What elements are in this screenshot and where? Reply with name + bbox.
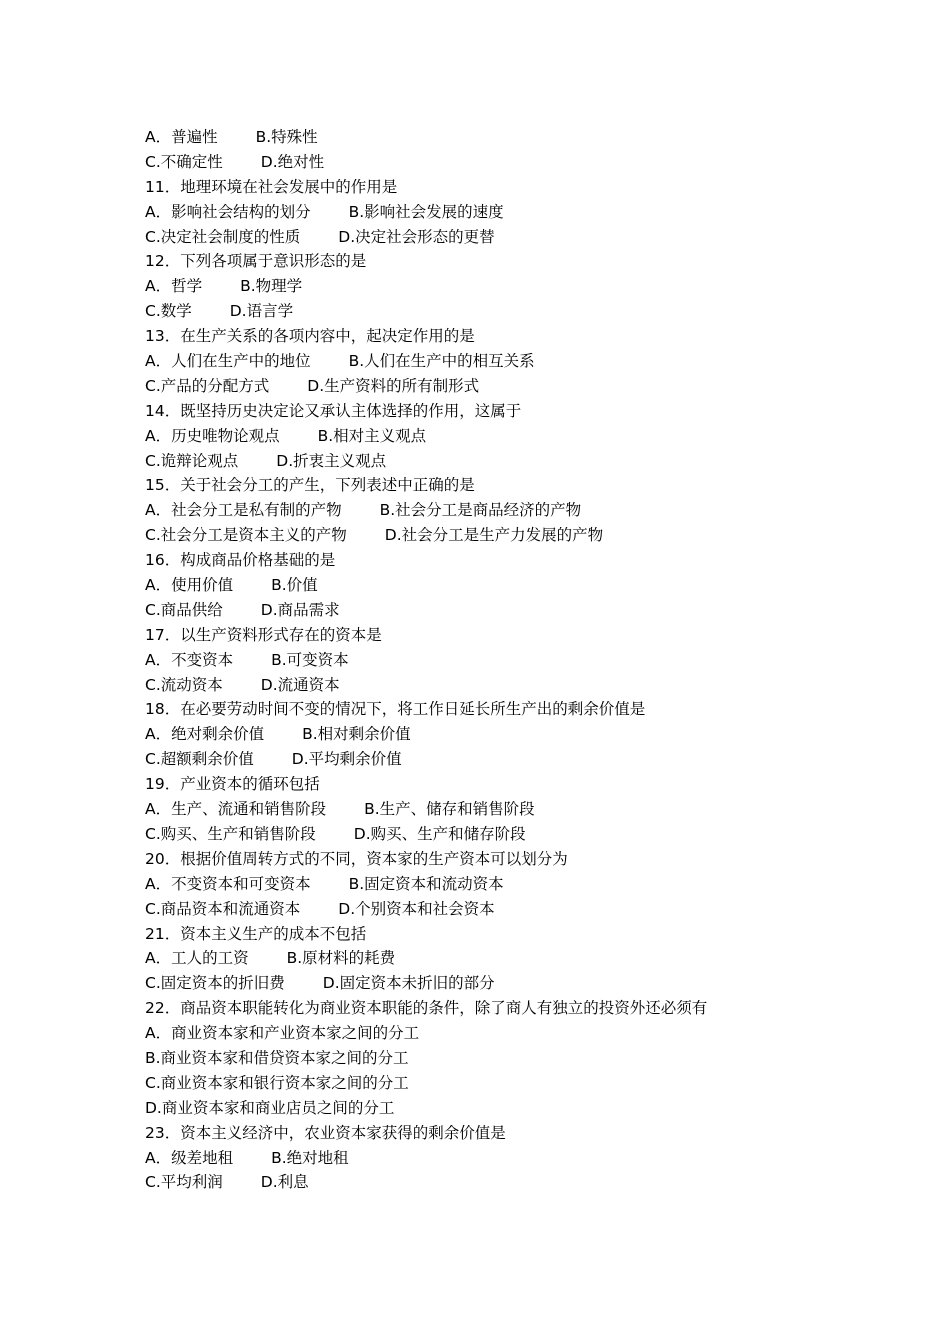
option-row (145, 150, 905, 175)
option-row (145, 1146, 905, 1171)
answer-option: C.流动资本 (145, 675, 223, 694)
answer-option: A．使用价值 (145, 576, 234, 595)
answer-option: B.社会分工是商品经济的产物 (379, 501, 582, 520)
answer-option: D.绝对性 (260, 152, 325, 171)
answer-option: A．普遍性 (145, 128, 218, 146)
option-row (145, 673, 905, 698)
option-row (145, 1096, 905, 1121)
question-q16 (145, 548, 905, 623)
question-q10 (145, 125, 905, 175)
answer-option: D.个别资本和社会资本 (338, 899, 495, 918)
question-stem: 23．资本主义经济中，农业资本家获得的剩余价值是 (145, 1123, 506, 1142)
answer-option: A．影响社会结构的划分 (145, 202, 311, 221)
question-q15 (145, 473, 905, 548)
answer-option: D.商业资本家和商业店员之间的分工 (145, 1098, 395, 1117)
question-q13 (145, 324, 905, 399)
answer-option: A．人们在生产中的地位 (145, 352, 311, 371)
answer-option: A．商业资本家和产业资本家之间的分工 (145, 1024, 420, 1043)
answer-option: A．不变资本 (145, 650, 234, 669)
option-row (145, 822, 905, 847)
option-row (145, 872, 905, 897)
answer-option: C.诡辩论观点 (145, 451, 239, 470)
answer-option: B.影响社会发展的速度 (348, 202, 504, 221)
question-q18 (145, 697, 905, 772)
answer-option: A．绝对剩余价值 (145, 725, 265, 744)
answer-option: D.利息 (260, 1173, 309, 1192)
option-row (145, 648, 905, 673)
question-stem: 19．产业资本的循环包括 (145, 775, 320, 794)
option-row (145, 274, 905, 299)
answer-option: D.生产资料的所有制形式 (307, 376, 480, 395)
answer-option: B.固定资本和流动资本 (348, 874, 504, 893)
answer-option: A．不变资本和可变资本 (145, 874, 311, 893)
answer-option: C.商品供给 (145, 600, 223, 619)
option-row (145, 1021, 905, 1046)
question-q21 (145, 922, 905, 997)
answer-option: D.商品需求 (260, 600, 340, 619)
option-row (145, 1046, 905, 1071)
question-q19 (145, 772, 905, 847)
option-row (145, 200, 905, 225)
question-q11 (145, 175, 905, 250)
answer-option: D.购买、生产和储存阶段 (353, 824, 526, 843)
option-row (145, 449, 905, 474)
option-row (145, 722, 905, 747)
answer-option: B.生产、储存和销售阶段 (364, 800, 535, 819)
answer-option: B.相对剩余价值 (302, 725, 411, 744)
question-stem: 13．在生产关系的各项内容中，起决定作用的是 (145, 327, 475, 346)
answer-option: C.超额剩余价值 (145, 750, 254, 769)
answer-option: C.购买、生产和销售阶段 (145, 824, 316, 843)
answer-option: D.决定社会形态的更替 (338, 227, 495, 246)
answer-option: A．历史唯物论观点 (145, 426, 280, 445)
answer-option: B.价值 (271, 576, 318, 595)
answer-option: B.相对主义观点 (317, 426, 427, 445)
option-row (145, 225, 905, 250)
answer-option: D.平均剩余价值 (291, 750, 402, 769)
question-stem: 11．地理环境在社会发展中的作用是 (145, 177, 398, 196)
answer-option: C.决定社会制度的性质 (145, 227, 301, 246)
answer-option: B.商业资本家和借贷资本家之间的分工 (145, 1048, 409, 1067)
question-q23 (145, 1121, 905, 1196)
question-q20 (145, 847, 905, 922)
answer-option: A．哲学 (145, 277, 203, 296)
question-q17 (145, 623, 905, 698)
option-row (145, 946, 905, 971)
answer-option: B.物理学 (240, 277, 303, 296)
answer-option: C.固定资本的折旧费 (145, 974, 285, 993)
question-stem: 15．关于社会分工的产生，下列表述中正确的是 (145, 476, 475, 495)
option-row (145, 598, 905, 623)
option-row (145, 797, 905, 822)
option-row (145, 1071, 905, 1096)
option-row (145, 374, 905, 399)
question-q14 (145, 399, 905, 474)
answer-option: B.原材料的耗费 (286, 949, 396, 968)
answer-option: C.不确定性 (145, 152, 223, 171)
option-row (145, 573, 905, 598)
answer-option: D.固定资本未折旧的部分 (322, 974, 495, 993)
question-stem: 20．根据价值周转方式的不同，资本家的生产资本可以划分为 (145, 849, 568, 868)
answer-option: D.语言学 (229, 302, 294, 321)
option-row (145, 424, 905, 449)
answer-option: D.流通资本 (260, 675, 340, 694)
answer-option: C.社会分工是资本主义的产物 (145, 526, 347, 545)
answer-option: A．级差地租 (145, 1148, 234, 1167)
option-row (145, 747, 905, 772)
question-stem: 14．既坚持历史决定论又承认主体选择的作用，这属于 (145, 401, 522, 420)
option-row (145, 125, 905, 150)
answer-option: D.折衷主义观点 (276, 451, 387, 470)
question-q22 (145, 996, 905, 1120)
answer-option: B.绝对地租 (271, 1148, 349, 1167)
option-row (145, 1170, 905, 1195)
answer-option: C.数学 (145, 302, 192, 321)
answer-option: C.产品的分配方式 (145, 376, 270, 395)
answer-option: A．社会分工是私有制的产物 (145, 501, 342, 520)
question-stem: 18．在必要劳动时间不变的情况下，将工作日延长所生产出的剩余价值是 (145, 700, 646, 719)
question-stem: 21．资本主义生产的成本不包括 (145, 924, 367, 943)
answer-option: A．生产、流通和销售阶段 (145, 800, 327, 819)
option-row (145, 349, 905, 374)
question-stem: 16．构成商品价格基础的是 (145, 551, 336, 570)
question-stem: 12．下列各项属于意识形态的是 (145, 252, 367, 271)
option-row (145, 498, 905, 523)
answer-option: A．工人的工资 (145, 949, 249, 968)
answer-option: D.社会分工是生产力发展的产物 (384, 526, 604, 545)
option-row (145, 897, 905, 922)
option-row (145, 523, 905, 548)
answer-option: C.商业资本家和银行资本家之间的分工 (145, 1073, 409, 1092)
answer-option: C.商品资本和流通资本 (145, 899, 301, 918)
option-row (145, 971, 905, 996)
option-row (145, 299, 905, 324)
answer-option: B.人们在生产中的相互关系 (348, 352, 535, 371)
answer-option: B.可变资本 (271, 650, 349, 669)
question-stem: 17．以生产资料形式存在的资本是 (145, 625, 382, 644)
question-stem: 22．商品资本职能转化为商业资本职能的条件，除了商人有独立的投资外还必须有 (145, 999, 708, 1018)
answer-option: B.特殊性 (255, 128, 318, 146)
question-list (145, 125, 905, 1195)
answer-option: C.平均利润 (145, 1173, 223, 1192)
question-q12 (145, 249, 905, 324)
